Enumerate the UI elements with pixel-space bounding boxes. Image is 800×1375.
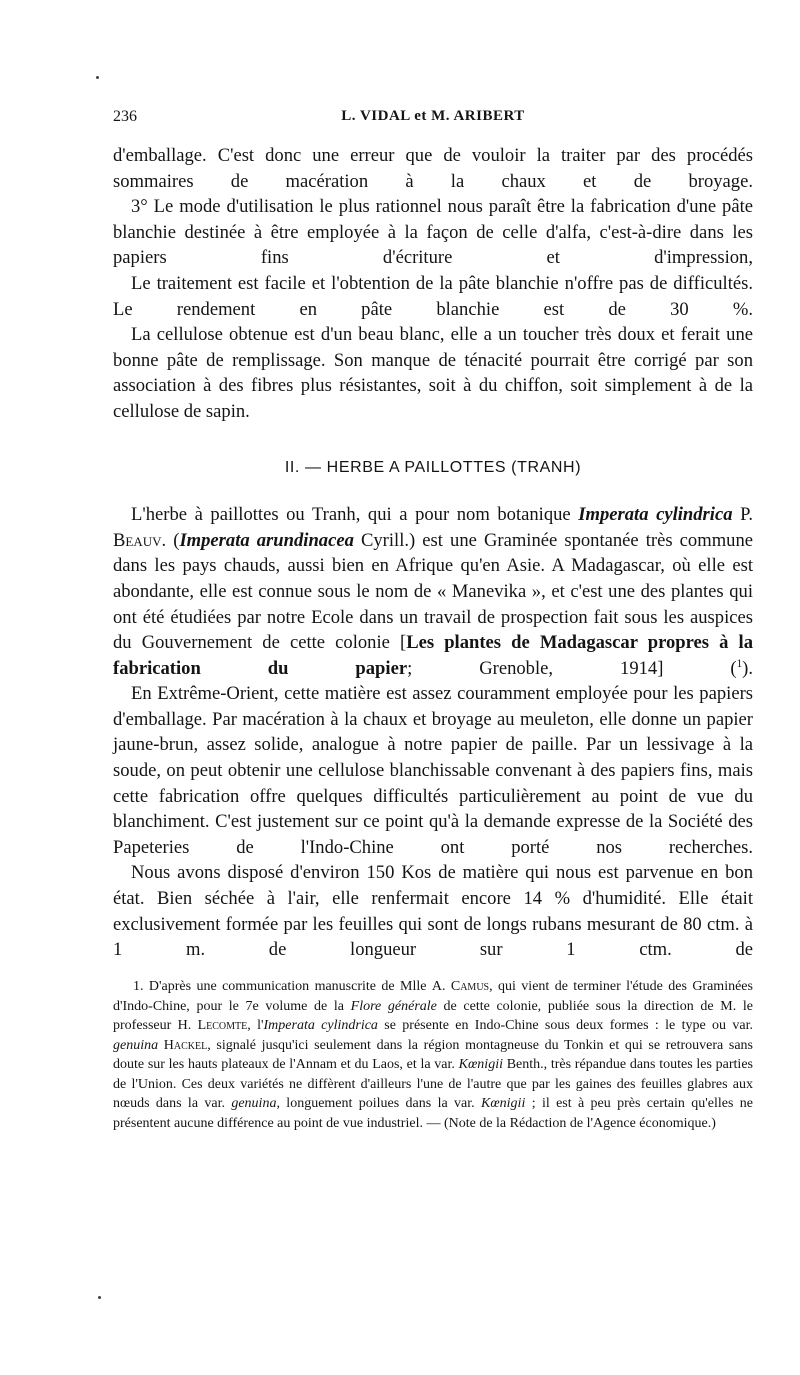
page-header xyxy=(113,108,753,132)
main-text xyxy=(113,143,753,963)
scan-speck xyxy=(96,76,99,79)
paragraph: En Extrême-Orient, cette matière est assez couramment employée pour les papiers d'emballage. Par macération à la chaux et broyage au meuleton, elle donne un papier jaune-brun, assez solide, analogue à notre papier de paille. Par un lessivage à la soude, on peut obtenir une cellulose blanchissable convenant à des papiers fins, mais cette fabrication offre quelques difficultés particulièrement au point de vue du blanchiment. C'est justement sur ce point qu'à la demande expresse de la Société des Papeteries de l'Indo-Chine ont porté nos recherches. xyxy=(113,683,753,858)
species-name: Imperata arundinacea xyxy=(179,529,354,551)
paragraph: d'emballage. C'est donc une erreur que de vouloir la traiter par des procédés sommaires de macération à la chaux et de broyage. xyxy=(113,145,753,192)
book-title: Les plantes de Madagascar propres à la fabrication du papier xyxy=(113,632,754,679)
section-heading: II. — HERBE A PAILLOTTES (TRANH) xyxy=(284,458,582,476)
paragraph: Nous avons disposé d'environ 150 Kos de matière qui nous est parvenue en bon état. Bien séchée à l'air, elle renfermait encore 14 % d'humidité. Elle était exclusivement formée par les feuilles qui sont de longs rubans mesurant de 80 ctm. à 1 m. de longueur sur 1 ctm. de xyxy=(113,862,753,961)
scan-speck xyxy=(98,1296,101,1299)
paragraph: Le traitement est facile et l'obtention de la pâte blanchie n'offre pas de difficultés. Le rendement en pâte blanchie est de 30 %. xyxy=(113,272,753,320)
paragraph: 3° Le mode d'utilisation le plus rationnel nous paraît être la fabrication d'une pâte blanchie destinée à être employée à la façon de celle d'alfa, c'est-à-dire dans les papiers fins d'écriture et d'impression, xyxy=(113,196,753,269)
footnotes xyxy=(113,977,753,1133)
footnote-ref: 1 xyxy=(736,657,743,670)
footnote: 1. D'après une communication manuscrite de Mlle A. Camus, qui vient de terminer l'étude des Graminées d'Indo-Chine, pour le 7e volume de la Flore générale de cette colonie, publiée sous la direction de M. le professeur H. Lecomte, l'Imperata cylindrica se présente en Indo-Chine sous deux formes : le type ou var. genuina Hackel, signalé jusqu'ici seulement dans la région montagneuse du Tonkin et qui se retrouvera sans doute sur les hauts plateaux de l'Annam et du Laos, et la var. Kœnigii Benth., très répandue dans toutes les parties de l'Union. Ces deux variétés ne diffèrent d'ailleurs l'une de l'autre que par les gaines des feuilles glabres aux nœuds dans la var. genuina, longuement poilues dans la var. Kœnigii ; il est à peu près certain qu'elles ne présentent aucune différence au point de vue industriel. — (Note de la Rédaction de l'Agence économique.) xyxy=(113,979,753,1131)
page-number: 236 xyxy=(113,108,137,125)
paragraph: L'herbe à paillottes ou Tranh, qui a pour nom botanique Imperata cylindrica P. Beauv. (Imperata arundinacea Cyrill.) est une Graminée spontanée très commune dans les pays chauds, aussi bien en Afrique qu'en Asie. A Madagascar, où elle est abondante, elle est connue sous le nom de « Manevika », et c'est une des plantes qui ont été étudiées par notre Ecole dans un travail de prospection fait sous les auspices du Gouvernement de cette colonie [Les plantes de Madagascar propres à la fabrication du papier; Grenoble, 1914] ($^1$). xyxy=(113,504,754,679)
running-title: L. VIDAL et M. ARIBERT xyxy=(341,108,525,124)
species-name: Imperata cylindrica xyxy=(578,504,733,526)
paragraph: La cellulose obtenue est d'un beau blanc, elle a un toucher très doux et ferait une bonne pâte de remplissage. Son manque de ténacité pourrait être corrigé par son association à des fibres plus résistantes, soit à du chiffon, soit simplement à de la cellulose de sapin. xyxy=(113,324,753,422)
author-name: Beauv. xyxy=(113,529,167,551)
